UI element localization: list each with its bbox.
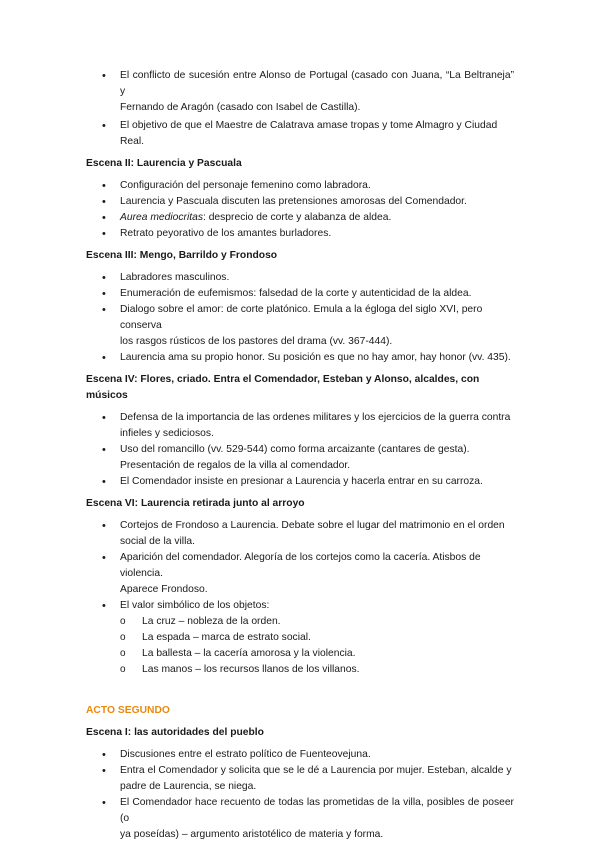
list-item [86,302,514,350]
list-item-line: Fernando de Aragón (casado con Isabel de Castilla). [120,102,361,113]
sub-list-item: o Las manos – los recursos llanos de los villanos. [120,662,514,678]
list-item: • El Comendador insiste en presionar a Laurencia y hacerla entrar en su carroza. [86,474,514,490]
list-item [86,410,514,442]
section-heading-escena-6: Escena VI: Laurencia retirada junto al arroyo [86,498,305,509]
list-item-line: Cortejos de Frondoso a Laurencia. Debate sobre el lugar del matrimonio en el orden [120,520,505,531]
scene-4-list [86,410,514,490]
list-item-line: Defensa de la importancia de las ordenes militares y los ejercicios de la guerra contra [120,412,511,423]
list-item-text: : desprecio de corte y alabanza de aldea. [202,212,392,223]
list-item: • Discusiones entre el estrato político de Fuenteovejuna. [86,747,514,763]
list-item-line: Aparición del comendador. Alegoría de los cortejos como la cacería. Atisbos de violencia. [120,552,481,579]
list-item-line: El Comendador hace recuento de todas las prometidas de la villa, posibles de poseer (o [120,797,514,824]
act-2-scene-1-list [86,747,514,843]
list-item [86,518,514,550]
list-item: • Laurencia y Pascuala discuten las pretensiones amorosas del Comendador. [86,194,514,210]
scene-2-list [86,178,514,242]
intro-bullet-list [86,68,514,150]
sub-list-item: o La ballesta – la cacería amorosa y la violencia. [120,646,514,662]
section-heading-acto-2-escena-1: Escena I: las autoridades del pueblo [86,727,264,738]
list-item-line: El conflicto de sucesión entre Alonso de Portugal (casado con Juana, “La Beltraneja” y [120,70,514,97]
list-item: • Laurencia ama su propio honor. Su posición es que no hay amor, hay honor (vv. 435). [86,350,514,366]
list-item-text: El valor simbólico de los objetos: [120,600,270,611]
list-item [86,598,514,678]
list-item: • Configuración del personaje femenino como labradora. [86,178,514,194]
list-item-line: Dialogo sobre el amor: de corte platónico. Emula a la égloga del siglo XVI, pero conserva [120,304,483,331]
list-item-line: Presentación de regalos de la villa al comendador. [120,460,351,471]
list-item [86,795,514,843]
list-item-line: los rasgos rústicos de los pastores del drama (vv. 367-444). [120,336,393,347]
section-heading-escena-2: Escena II: Laurencia y Pascuala [86,158,242,169]
list-item: • Enumeración de eufemismos: falsedad de la corte y autenticidad de la aldea. [86,286,514,302]
symbolic-objects-sublist [120,614,514,678]
latin-phrase: Aurea mediocritas [120,212,203,223]
section-heading-escena-3: Escena III: Mengo, Barrildo y Frondoso [86,250,278,261]
list-item-line: social de la villa. [120,536,195,547]
list-item-line: infieles y sediciosos. [120,428,214,439]
scene-6-list [86,518,514,678]
list-item-line: Uso del romancillo (vv. 529-544) como forma arcaizante (cantares de gesta). [120,444,470,455]
list-item [86,442,514,474]
list-item-line: Entra el Comendador y solicita que se le dé a Laurencia por mujer. Esteban, alcalde y [120,765,512,776]
list-item-line: Aparece Frondoso. [120,584,208,595]
list-item: • El objetivo de que el Maestre de Calatrava amase tropas y tome Almagro y Ciudad Real. [86,118,514,150]
list-item-line: padre de Laurencia, se niega. [120,781,257,792]
list-item [86,210,514,226]
list-item: • Retrato peyorativo de los amantes burladores. [86,226,514,242]
list-item [86,550,514,598]
list-item [86,68,514,116]
scene-3-list [86,270,514,366]
sub-list-item: o La espada – marca de estrato social. [120,630,514,646]
section-heading-escena-4: Escena IV: Flores, criado. Entra el Comendador, Esteban y Alonso, alcaldes, con músicos [86,374,480,401]
sub-list-item: o La cruz – nobleza de la orden. [120,614,514,630]
act-title: ACTO SEGUNDO [86,705,170,716]
list-item-line: ya poseídas) – argumento aristotélico de materia y forma. [120,829,384,840]
list-item: • Labradores masculinos. [86,270,514,286]
list-item [86,763,514,795]
